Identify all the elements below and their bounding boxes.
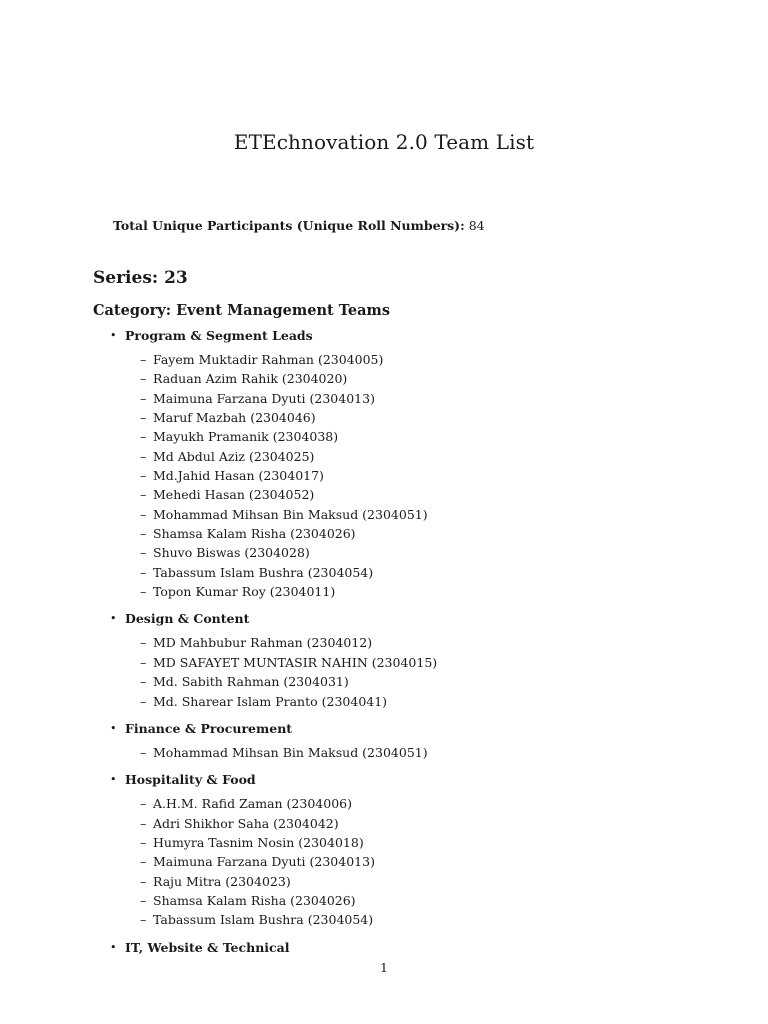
team-group-label: Design & Content [125,611,250,627]
member-name: Md. Sabith Rahman (2304031) [153,674,349,690]
member-item [93,910,693,929]
dash-icon: – [140,693,147,709]
member-item [93,692,693,711]
dash-icon: – [140,744,147,760]
member-item [93,891,693,910]
team-group-label: IT, Website & Technical [125,939,290,955]
bullet-icon: • [110,773,117,787]
member-name: A.H.M. Rafid Zaman (2304006) [153,796,352,812]
member-name: Humyra Tasnim Nosin (2304018) [153,834,364,850]
member-name: Fayem Muktadir Rahman (2304005) [153,352,384,367]
member-item [93,563,693,582]
member-name: Raju Mitra (2304023) [153,873,291,889]
dash-icon: – [140,545,147,561]
category-heading: Category: Event Management Teams [93,302,390,319]
dash-icon: – [140,912,147,928]
team-group-list [93,326,693,965]
dash-icon: – [140,674,147,690]
member-item [93,369,693,388]
dash-icon: – [140,873,147,889]
team-group-label: Hospitality & Food [125,772,256,788]
team-group [93,719,693,762]
dash-icon: – [140,487,147,503]
dash-icon: – [140,448,147,464]
member-name: Md. Sharear Islam Pranto (2304041) [153,693,388,709]
dash-icon: – [140,371,147,387]
member-name: MD SAFAYET MUNTASIR NAHIN (2304015) [153,654,438,670]
member-item [93,427,693,446]
member-item [93,633,693,652]
member-item [93,524,693,543]
member-item [93,543,693,562]
bullet-icon: • [110,329,117,342]
member-list [93,633,693,710]
page-number: 1 [380,960,388,975]
team-group [93,938,693,957]
member-list [93,743,693,762]
member-item [93,872,693,891]
member-item [93,743,693,762]
dash-icon: – [140,526,147,542]
member-name: Shamsa Kalam Risha (2304026) [153,526,356,542]
summary-label: Total Unique Participants (Unique Roll Numbers): [113,218,465,233]
bullet-icon: • [110,940,117,954]
member-name: Shamsa Kalam Risha (2304026) [153,892,356,908]
member-item [93,672,693,691]
member-item [93,447,693,466]
dash-icon: – [140,815,147,831]
team-group [93,326,693,601]
dash-icon: – [140,654,147,670]
member-name: Raduan Azim Rahik (2304020) [153,371,348,387]
member-name: Mayukh Pramanik (2304038) [153,429,339,445]
document-title: ETEchnovation 2.0 Team List [233,130,535,154]
member-item [93,794,693,813]
team-group-title [93,719,693,738]
member-name: Shuvo Biswas (2304028) [153,545,310,561]
team-group-title [93,938,693,957]
series-heading: Series: 23 [93,268,188,288]
team-group-title [93,770,693,789]
member-name: Mehedi Hasan (2304052) [153,487,315,503]
member-name: Tabassum Islam Bushra (2304054) [153,564,374,580]
dash-icon: – [140,506,147,522]
member-item [93,485,693,504]
dash-icon: – [140,468,147,484]
member-list [93,794,693,929]
member-item [93,466,693,485]
team-group-label: Finance & Procurement [125,720,293,736]
dash-icon: – [140,892,147,908]
bullet-icon: • [110,721,117,735]
team-group-title [93,609,693,628]
member-item [93,814,693,833]
member-name: Md.Jahid Hasan (2304017) [153,468,324,484]
member-name: Tabassum Islam Bushra (2304054) [153,912,374,928]
dash-icon: – [140,352,147,367]
team-group [93,770,693,929]
member-item [93,389,693,408]
member-item [93,852,693,871]
member-name: MD Mahbubur Rahman (2304012) [153,635,373,651]
dash-icon: – [140,564,147,580]
team-group-label: Program & Segment Leads [125,328,313,343]
member-name: Adri Shikhor Saha (2304042) [153,815,339,831]
member-name: Maruf Mazbah (2304046) [153,410,316,426]
member-name: Maimuna Farzana Dyuti (2304013) [153,390,375,406]
member-name: Mohammad Mihsan Bin Maksud (2304051) [153,506,428,522]
dash-icon: – [140,390,147,406]
member-item [93,833,693,852]
member-item [93,408,693,427]
dash-icon: – [140,854,147,870]
member-name: Topon Kumar Roy (2304011) [153,584,336,600]
dash-icon: – [140,410,147,426]
member-item [93,582,693,601]
bullet-icon: • [110,612,117,626]
summary-value: 84 [468,218,485,233]
dash-icon: – [140,429,147,445]
dash-icon: – [140,635,147,651]
member-list [93,350,693,601]
dash-icon: – [140,834,147,850]
member-name: Maimuna Farzana Dyuti (2304013) [153,854,375,870]
member-item [93,653,693,672]
dash-icon: – [140,796,147,812]
member-name: Md Abdul Aziz (2304025) [153,448,315,464]
team-group-title [93,326,693,345]
member-item [93,505,693,524]
team-group [93,609,693,710]
participant-summary [113,218,485,233]
dash-icon: – [140,584,147,600]
member-name: Mohammad Mihsan Bin Maksud (2304051) [153,744,428,760]
member-item [93,350,693,369]
